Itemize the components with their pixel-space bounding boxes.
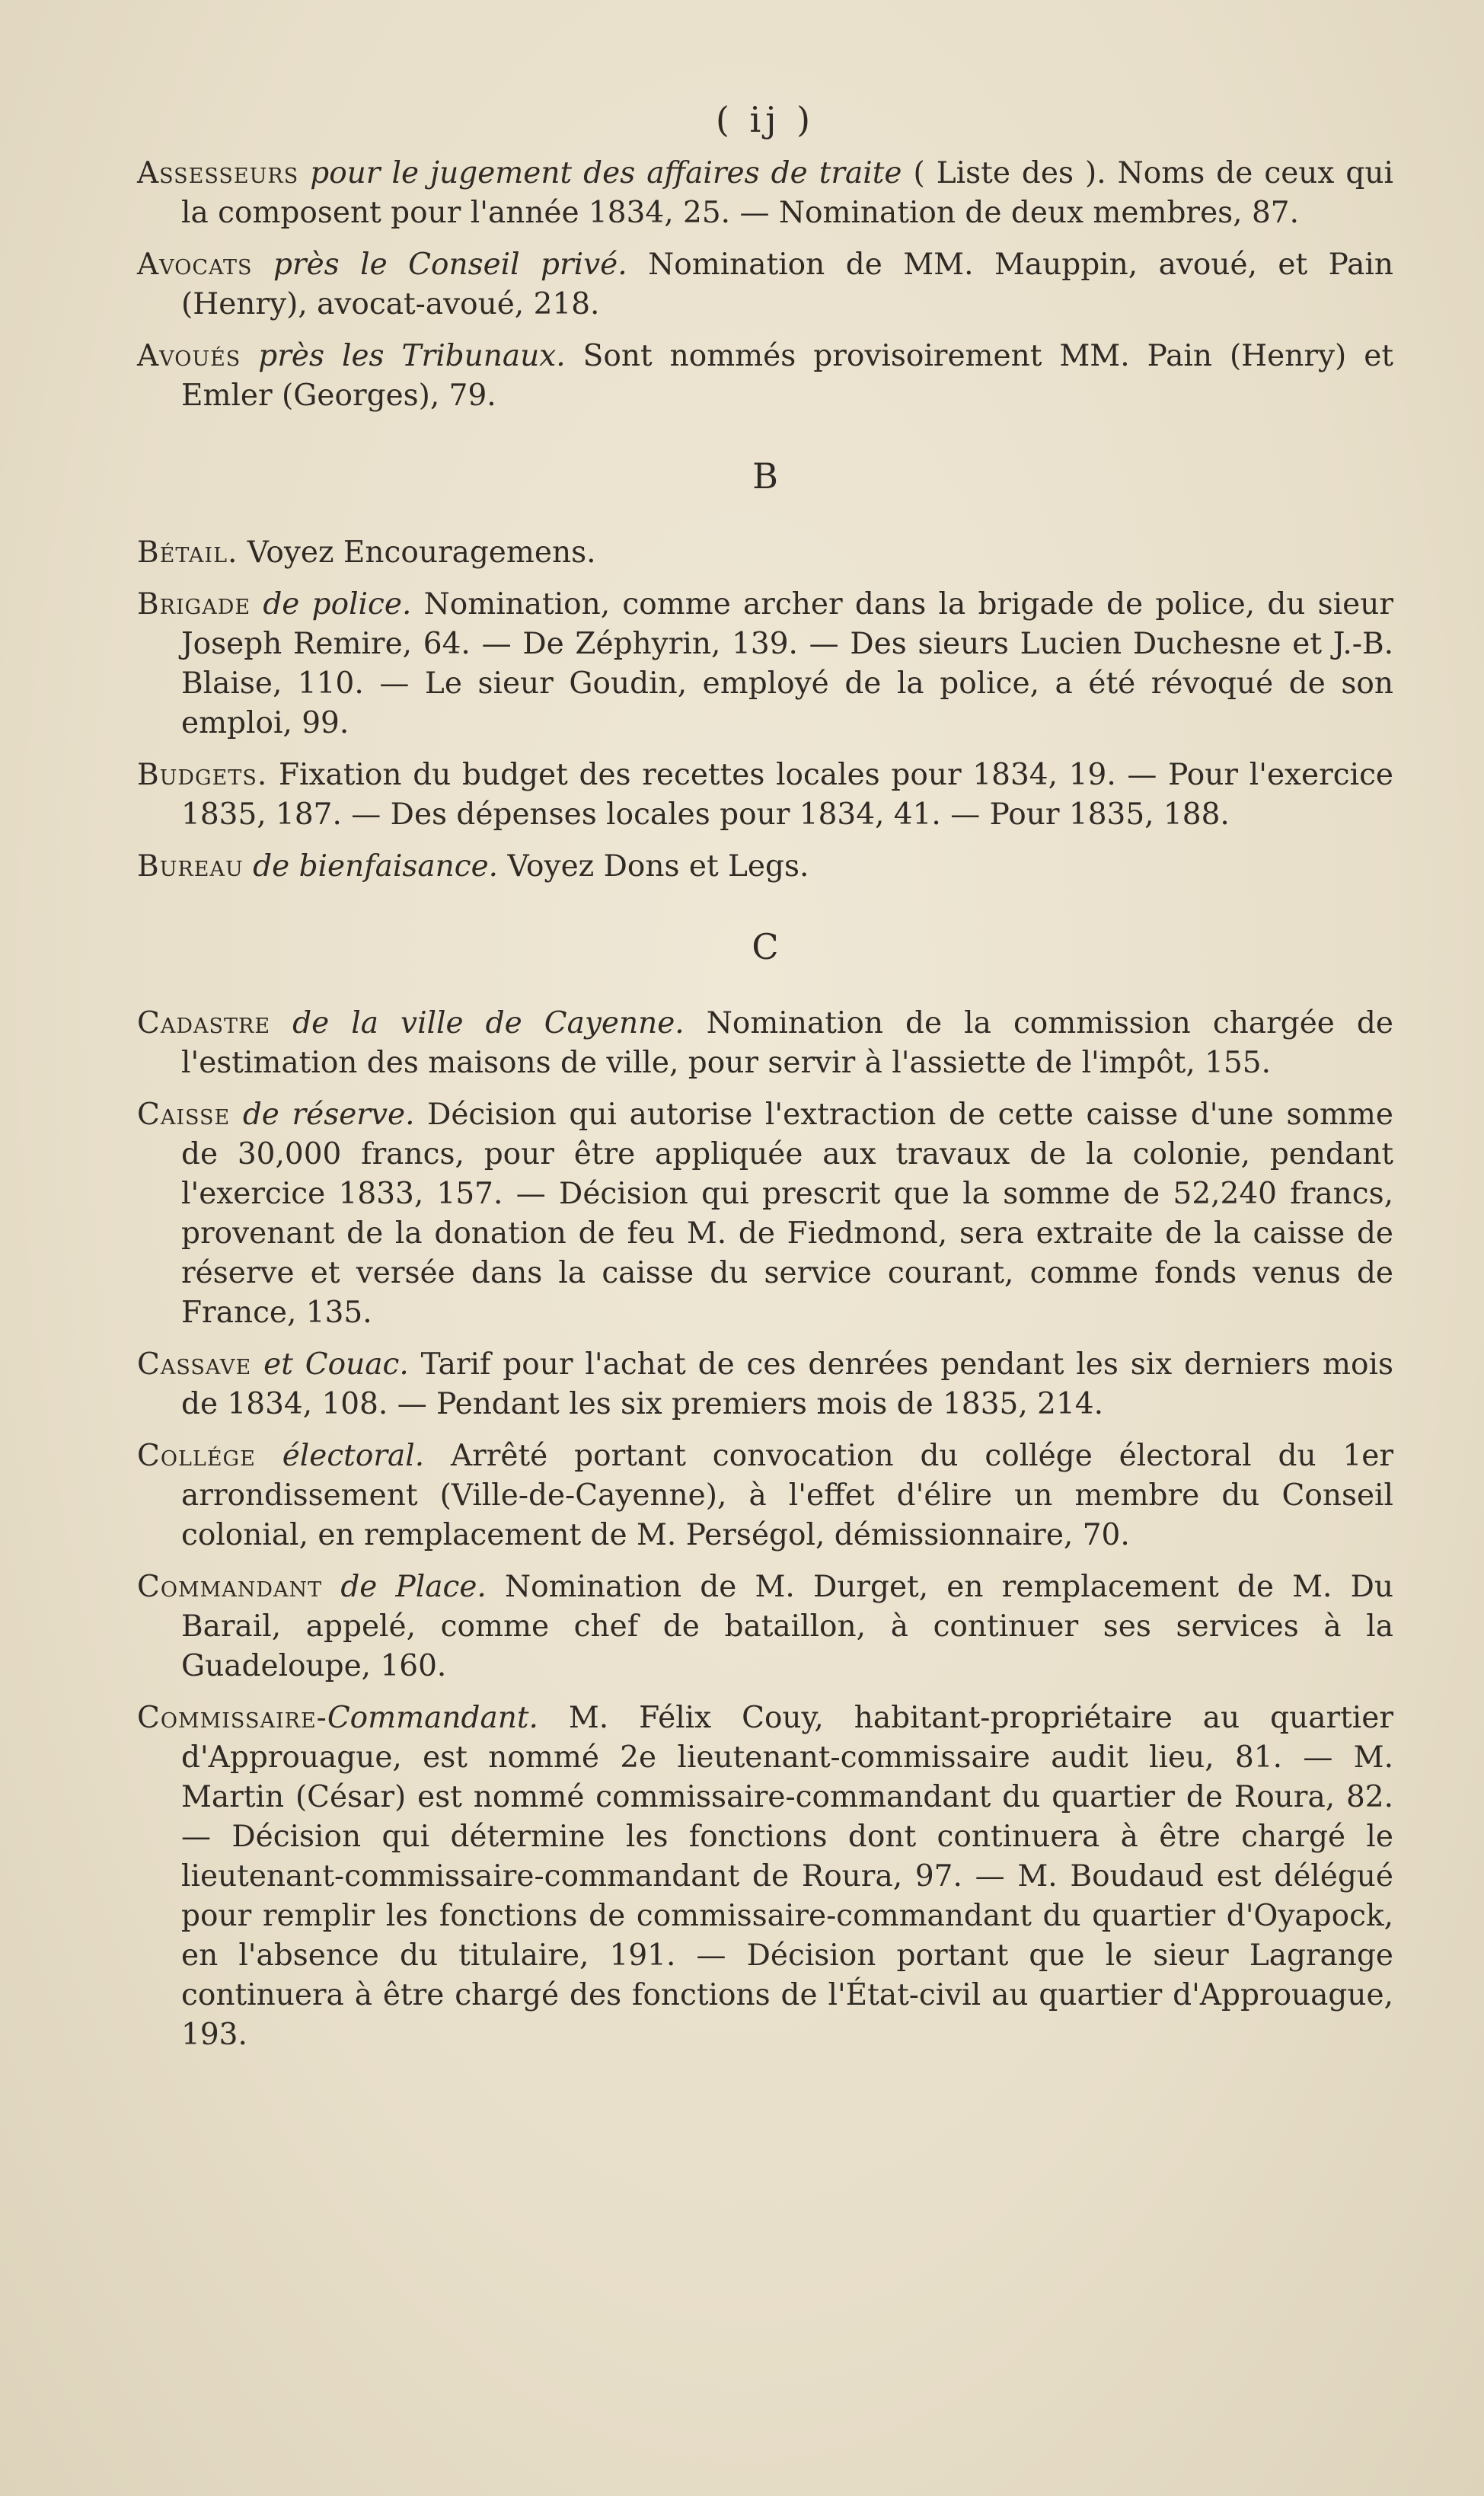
index-entry xyxy=(137,1345,1393,1424)
entry-text: Sont nommés provisoirement MM. Pain (Henry) et Emler (Georges), 79. xyxy=(181,339,1393,413)
index-entry xyxy=(137,847,1393,887)
entry-headword: Avocats xyxy=(137,248,253,282)
entry-subhead: de la ville de Cayenne. xyxy=(292,1006,685,1040)
entry-text: Nomination de M. Durget, en remplacement de M. Du Barail, appelé, comme chef de bataillon, à continuer ses services à la Guadeloupe, 160. xyxy=(181,1570,1393,1683)
page-number: ( ij ) xyxy=(715,99,815,140)
entry-subhead: pour le jugement des affaires de traite xyxy=(310,156,902,190)
entry-headword: Caisse xyxy=(137,1098,231,1132)
entry-headword: Commandant xyxy=(137,1570,323,1604)
entry-text: Nomination, comme archer dans la brigade de police, du sieur Joseph Remire, 64. — De Zéphyrin, 139. — Des sieurs Lucien Duchesne et J.-B. Blaise, 110. — Le sieur Goudin, employé de la police, a été révoqué de son emploi, 99. xyxy=(181,587,1393,740)
entry-text: Voyez Encouragemens. xyxy=(238,535,596,570)
index-content xyxy=(137,99,1393,2067)
entry-text: M. Félix Couy, habitant-propriétaire au quartier d'Approuague, est nommé 2e lieutenant-commissaire audit lieu, 81. — M. Martin (César) est nommé commissaire-commandant du quartier de Roura, 82. — Décision qui détermine les fonctions dont continuera à être chargé le lieutenant-commissaire-commandant de Roura, 97. — M. Boudaud est délégué pour remplir les fonctions de commissaire-commandant du quartier d'Oyapock, en l'absence du titulaire, 191. — Décision portant que le sieur Lagrange continuera à être chargé des fonctions de l'État-civil au quartier d'Approuague, 193. xyxy=(181,1701,1393,2052)
entry-headword: Brigade xyxy=(137,587,251,622)
entry-headword: Cassave xyxy=(137,1347,252,1382)
section-c xyxy=(137,926,1393,2055)
section-b xyxy=(137,455,1393,887)
entry-subhead: électoral. xyxy=(282,1439,425,1473)
entry-subhead: de réserve. xyxy=(242,1098,415,1132)
index-entry xyxy=(137,1004,1393,1083)
entry-headword: Avoués xyxy=(137,339,241,373)
entry-text: Tarif pour l'achat de ces denrées pendant les six derniers mois de 1834, 108. — Pendant les six premiers mois de 1835, 214. xyxy=(181,1347,1394,1421)
index-entry xyxy=(137,337,1393,416)
entry-subhead: Commandant. xyxy=(327,1701,538,1735)
entry-text: Arrêté portant convocation du collége électoral du 1er arrondissement (Ville-de-Cayenne), à l'effet d'élire un membre du Conseil colonial, en remplacement de M. Perségol, démissionnaire, 70. xyxy=(181,1439,1393,1552)
index-entry xyxy=(137,154,1393,233)
index-entry xyxy=(137,1699,1393,2055)
section-letter: C xyxy=(752,926,779,967)
entry-headword: Collége xyxy=(137,1439,256,1473)
index-entry xyxy=(137,756,1393,835)
entry-headword: Bétail. xyxy=(137,535,238,570)
entry-text: Voyez Dons et Legs. xyxy=(498,849,809,884)
index-entry xyxy=(137,245,1393,324)
entry-headword: Commissaire- xyxy=(137,1701,327,1735)
entry-text: ( Liste des ). Noms de ceux qui la composent pour l'année 1834, 25. — Nomination de deux membres, 87. xyxy=(181,156,1393,230)
entry-text: Nomination de MM. Mauppin, avoué, et Pain (Henry), avocat-avoué, 218. xyxy=(181,248,1393,321)
entry-text: Fixation du budget des recettes locales pour 1834, 19. — Pour l'exercice 1835, 187. — Des dépenses locales pour 1834, 41. — Pour 1835, 188. xyxy=(181,758,1393,832)
section-a xyxy=(137,154,1393,416)
entry-headword: Assesseurs xyxy=(137,156,299,190)
entry-subhead: de Place. xyxy=(340,1570,487,1604)
index-entry xyxy=(137,1095,1393,1333)
entry-subhead: et Couac. xyxy=(263,1347,409,1382)
section-letter: B xyxy=(752,455,778,497)
index-entry xyxy=(137,1568,1393,1686)
entry-subhead: près le Conseil privé. xyxy=(273,248,627,282)
entry-headword: Budgets. xyxy=(137,758,268,792)
entry-subhead: près les Tribunaux. xyxy=(258,339,566,373)
entry-subhead: de police. xyxy=(263,587,412,622)
entry-text: Nomination de la commission chargée de l'estimation des maisons de ville, pour servir à l'assiette de l'impôt, 155. xyxy=(181,1006,1393,1080)
entry-text: Décision qui autorise l'extraction de cette caisse d'une somme de 30,000 francs, pour être appliquée aux travaux de la colonie, pendant l'exercice 1833, 157. — Décision qui prescrit que la somme de 52,240 francs, provenant de la donation de feu M. de Fiedmond, sera extraite de la caisse de réserve et versée dans la caisse du service courant, comme fonds venus de France, 135. xyxy=(181,1098,1393,1330)
entry-subhead: de bienfaisance. xyxy=(253,849,499,884)
index-entry xyxy=(137,533,1393,573)
index-entry xyxy=(137,1437,1393,1555)
entry-headword: Bureau xyxy=(137,849,244,884)
index-entry xyxy=(137,585,1393,743)
entry-headword: Cadastre xyxy=(137,1006,271,1040)
